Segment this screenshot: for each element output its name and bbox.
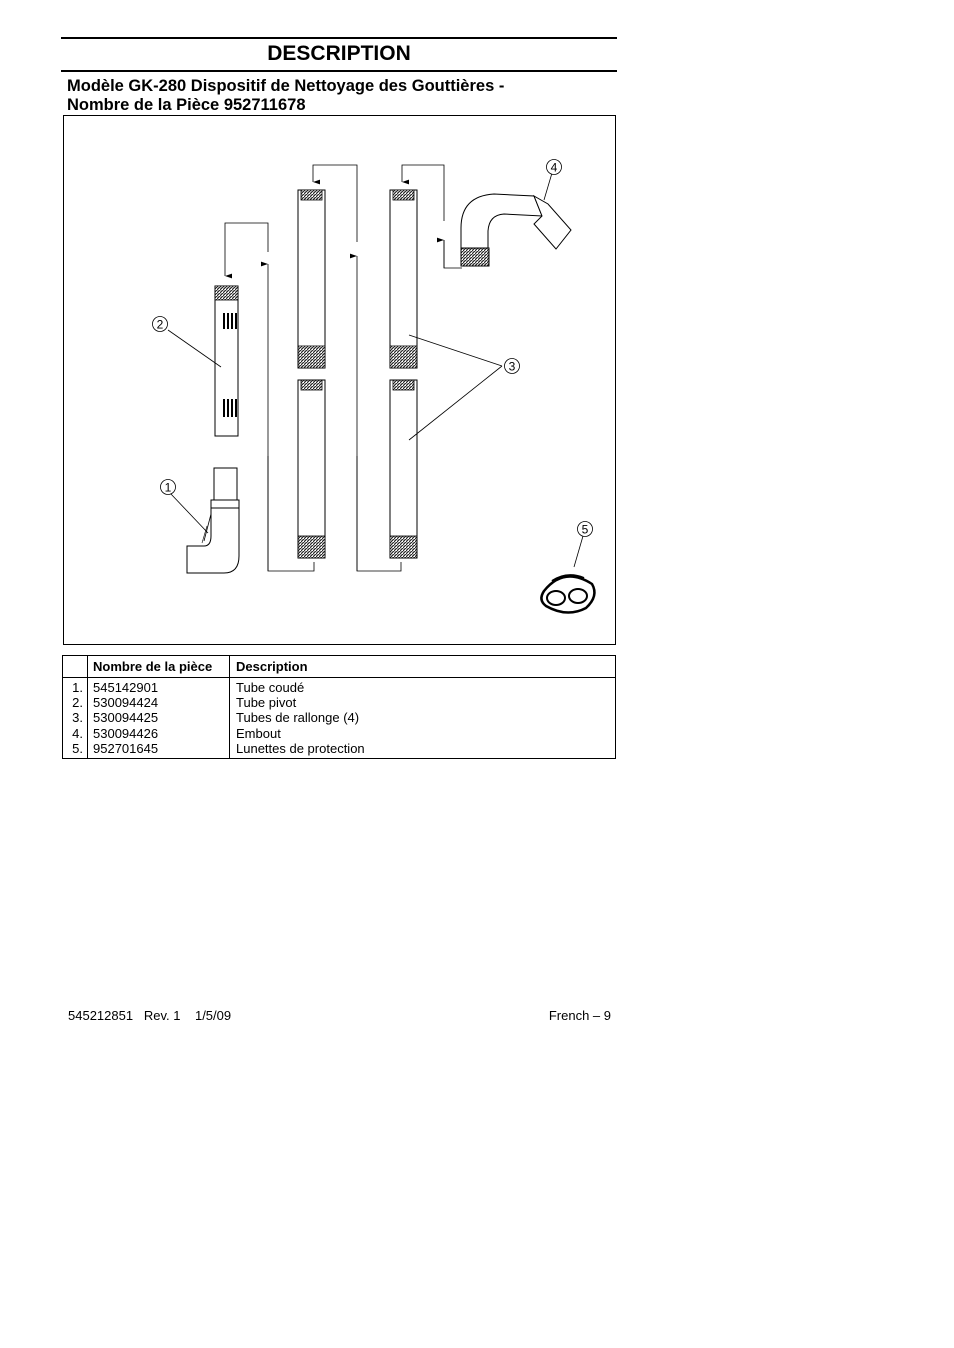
header-part-number: Nombre de la pièce [93, 659, 213, 674]
elbow-tube-part [187, 468, 239, 573]
safety-goggles-part [541, 575, 594, 612]
callout-2 [153, 317, 168, 332]
callout-3 [505, 359, 520, 374]
callout-1-label: 1 [164, 480, 172, 495]
header-bottom-rule [61, 70, 617, 72]
parts-diagram [63, 115, 616, 645]
nozzle-part [461, 194, 571, 266]
table-row-5-desc: Lunettes de protection [236, 740, 365, 756]
table-row-5-num: 5. [72, 740, 83, 756]
table-row-3-part: 530094425 [93, 710, 159, 726]
subtitle-line-1: Modèle GK-280 Dispositif de Nettoyage des Gouttières - [67, 77, 505, 95]
table-row-1-num: 1. [72, 680, 83, 695]
row-numbers-column [63, 680, 83, 756]
table-row-2-part: 530094424 [93, 695, 159, 711]
parts-table [62, 655, 616, 759]
table-divider-1 [87, 656, 88, 758]
part-numbers-column [93, 680, 158, 756]
table-row-3-num: 3. [72, 710, 83, 726]
descriptions-column [236, 680, 365, 756]
extension-tube-2 [298, 380, 325, 558]
callout-5 [578, 522, 593, 537]
callout-3-label: 3 [508, 359, 516, 374]
section-title: DESCRIPTION [267, 42, 411, 65]
extension-tube-4 [390, 380, 417, 558]
table-row-1-part: 545142901 [93, 680, 159, 695]
table-row-5-part: 952701645 [93, 740, 159, 756]
table-divider-2 [229, 656, 230, 758]
footer-page-number: French – 9 [548, 1008, 611, 1023]
table-row-4-desc: Embout [236, 725, 281, 741]
assembly-arrows [225, 165, 462, 571]
footer-doc-info: 545212851 Rev. 1 1/5/09 [68, 1008, 232, 1023]
table-row-3-desc: Tubes de rallonge (4) [236, 710, 360, 726]
callout-4 [547, 160, 562, 175]
header-top-rule [61, 37, 617, 39]
subtitle-line-2: Nombre de la Pièce 952711678 [67, 96, 306, 114]
header-description: Description [236, 659, 308, 674]
callout-5-label: 5 [581, 522, 589, 537]
callout-1 [161, 480, 176, 495]
table-row-1-desc: Tube coudé [236, 680, 305, 695]
callout-4-label: 4 [550, 160, 558, 175]
table-row-2-num: 2. [72, 695, 83, 711]
table-row-4-part: 530094426 [93, 725, 159, 741]
table-header-rule [63, 677, 615, 678]
parts-diagram-svg [64, 116, 617, 646]
callout-2-label: 2 [156, 317, 164, 332]
extension-tube-3 [390, 190, 417, 368]
extension-tube-1 [298, 190, 325, 368]
table-row-2-desc: Tube pivot [236, 695, 297, 711]
table-row-4-num: 4. [72, 725, 83, 741]
pivot-tube-part [215, 286, 238, 436]
page-subtitle [67, 77, 627, 115]
